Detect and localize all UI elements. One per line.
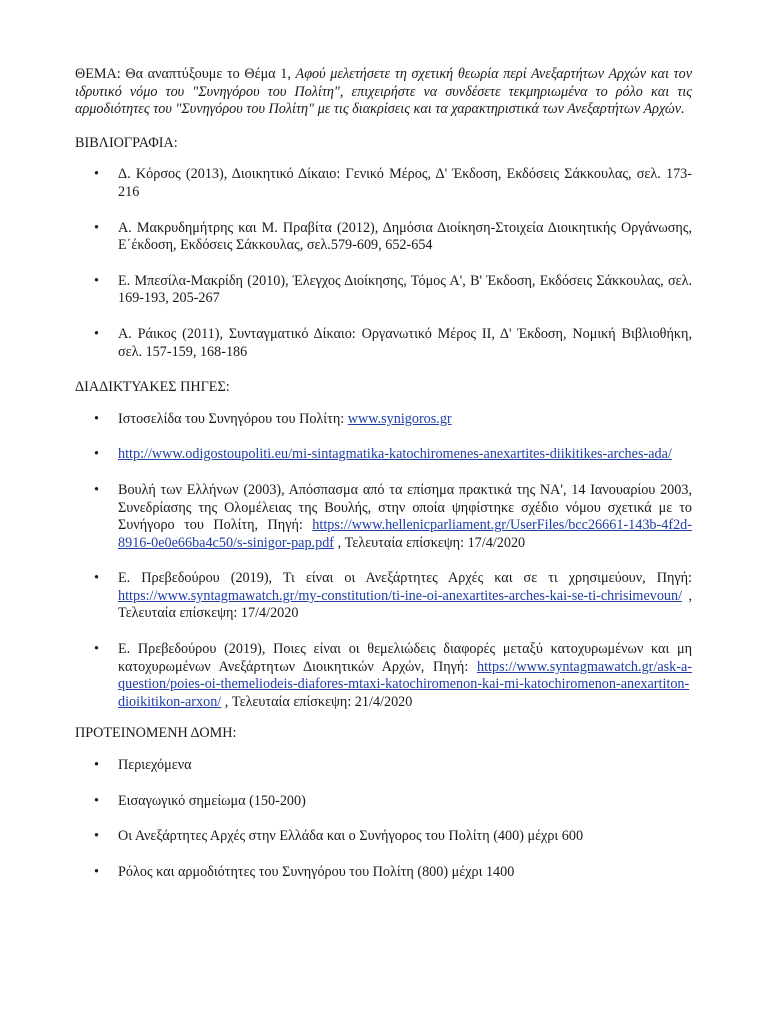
syntagmawatch-link-2[interactable]: https://www.syntagmawatch.gr/ask-a-question/poies-oi-themeliodeis-diafores-mtaxi-katochiromenon-kai-mi-katochiromenon-anexartiton-dioikitikon-arxon/	[118, 658, 692, 710]
list-item	[75, 446, 692, 464]
bullet-icon: •	[94, 481, 99, 498]
list-item: • Εισαγωγικό σημείωμα (150-200)	[94, 792, 306, 809]
bullet-icon: •	[94, 828, 99, 845]
bullet-icon: •	[94, 641, 99, 658]
list-item: • Ε. Πρεβεδούρου (2019), Ποιες είναι οι θεμελιώδεις διαφορές μεταξύ κατοχυρωμένων και μη κατοχυρωμένων Ανεξάρτητων Διοικητικών Αρχών, Πηγή: https://www.syntagmawatch.gr/ask-a-question/poies-oi-themeliodeis-diafores-mtaxi-katochiromenon-kai-mi-katochiromenon-anexartiton-dioikitikon-arxon/ , Τελευταία επίσκεψη: 21/4/2020	[94, 641, 692, 710]
list-item: • Περιεχόμενα	[94, 757, 192, 774]
bullet-icon: •	[94, 570, 99, 587]
web-sources-heading: ΔΙΑΔΙΚΤΥΑΚΕΣ ΠΗΓΕΣ:	[75, 379, 230, 396]
bibliography-heading: ΒΙΒΛΙΟΓΡΑΦΙΑ:	[75, 134, 178, 151]
list-item: • Α. Ράικος (2011), Συνταγματικό Δίκαιο: Οργανωτικό Μέρος ΙΙ, Δ' Έκδοση, Νομική Βιβλιοθήκη, σελ. 157-159, 168-186	[94, 325, 692, 360]
bullet-icon: •	[94, 272, 99, 289]
bullet-icon: •	[94, 792, 99, 809]
odigostoupoliti-link[interactable]: http://www.odigostoupoliti.eu/mi-sintagmatika-katochiromenes-anexartites-diikitikes-arches-ada/	[118, 446, 672, 463]
list-item: • Ιστοσελίδα του Συνηγόρου του Πολίτη: www.synigoros.gr	[94, 410, 452, 427]
bibliography-list	[75, 166, 692, 361]
bullet-icon: •	[94, 446, 99, 463]
topic-paragraph	[75, 66, 692, 119]
list-item: • Α. Μακρυδημήτρης και Μ. Πραβίτα (2012), Δημόσια Διοίκηση-Στοιχεία Διοικητικής Οργάνωσης, Ε΄έκδοση, Εκδόσεις Σάκκουλας, σελ.579-609, 652-654	[94, 219, 692, 254]
bullet-icon: •	[94, 863, 99, 880]
list-item: • Βουλή των Ελλήνων (2003), Απόσπασμα από τα επίσημα πρακτικά της ΝΑ', 14 Ιανουαρίου 2003, Συνεδρίασης της Ολομέλειας της Βουλής, στην οποία ψηφίστηκε σχέδιο νόμου σχετικά με το Συνήγορο του Πολίτη, Πηγή: https://www.hellenicparliament.gr/UserFiles/bcc26661-143b-4f2d-8916-0e0e66ba4c50/s-sinigor-pap.pdf , Τελευταία επίσκεψη: 17/4/2020	[94, 481, 692, 551]
bullet-icon: •	[94, 166, 99, 183]
bullet-icon: •	[94, 410, 99, 427]
list-item: • Ρόλος και αρμοδιότητες του Συνηγόρου του Πολίτη (800) μέχρι 1400	[94, 863, 515, 880]
web-sources-list	[75, 411, 692, 712]
structure-list	[75, 757, 692, 881]
list-item: • Ε. Πρεβεδούρου (2019), Τι είναι οι Ανεξάρτητες Αρχές και σε τι χρησιμεύουν, Πηγή: https://www.syntagmawatch.gr/my-constitution/ti-ine-oi-anexartites-arches-kai-se-ti-chrisimevoun/ , Τελευταία επίσκεψη: 17/4/2020	[94, 570, 692, 622]
bullet-icon: •	[94, 325, 99, 342]
list-item: • Οι Ανεξάρτητες Αρχές στην Ελλάδα και ο Συνήγορος του Πολίτη (400) μέχρι 600	[94, 828, 584, 845]
list-item: • Ε. Μπεσίλα-Μακρίδη (2010), Έλεγχος Διοίκησης, Τόμος Α', Β' Έκδοση, Εκδόσεις Σάκκουλας, σελ. 169-193, 205-267	[94, 272, 692, 307]
bullet-icon: •	[94, 219, 99, 236]
bullet-icon: •	[94, 757, 99, 774]
syntagmawatch-link-1[interactable]: https://www.syntagmawatch.gr/my-constitution/ti-ine-oi-anexartites-arches-kai-se-ti-chrisimevoun/	[118, 587, 683, 604]
structure-heading: ΠΡΟΤΕΙΝΟΜΕΝΗ ΔΟΜΗ:	[75, 725, 237, 742]
topic-question: Αφού μελετήσετε τη σχετική θεωρία περί Ανεξαρτήτων Αρχών και τον ιδρυτικό νόμο του "Συνηγόρου του Πολίτη", επιχειρήστε να συνδέσετε τεκμηριωμένα το ρόλο και τις αρμοδιότητες του "Συνηγόρου του Πολίτη" με τις διακρίσεις και τα χαρακτηριστικά των Ανεξαρτήτων Αρχών.	[75, 66, 692, 118]
synigoros-link[interactable]: www.synigoros.gr	[347, 410, 452, 427]
topic-label: ΘΕΜΑ: Θα αναπτύξουμε το Θέμα 1,	[75, 66, 296, 82]
list-item: • Δ. Κόρσος (2013), Διοικητικό Δίκαιο: Γενικό Μέρος, Δ' Έκδοση, Εκδόσεις Σάκκουλας, σελ. 173-216	[94, 166, 692, 200]
hellenicparliament-link[interactable]: https://www.hellenicparliament.gr/UserFiles/bcc26661-143b-4f2d-8916-0e0e66ba4c50/s-sinigor-pap.pdf	[118, 517, 692, 551]
